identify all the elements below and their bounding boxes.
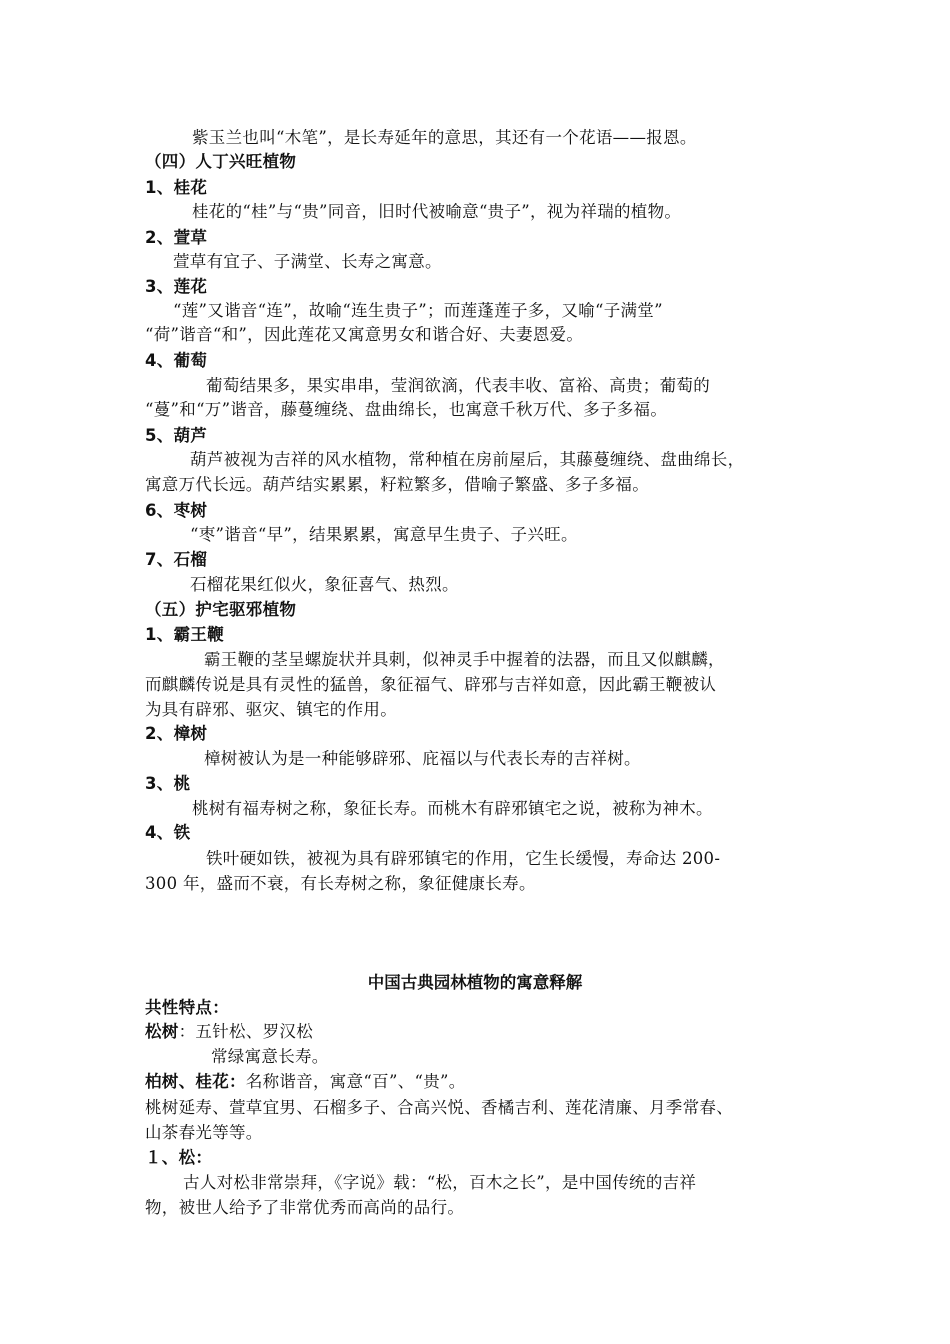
cypress-label: 柏树、桂花： (145, 1072, 246, 1091)
pine-desc: 常绿寓意长寿。 (211, 1047, 329, 1066)
item-text-zaoshu: “枣”谐音“早”，结果累累，寓意早生贵子、子兴旺。 (190, 525, 578, 544)
item-text-shiliu: 石榴花果红似火，象征喜气、热烈。 (190, 575, 459, 594)
sub1-text-2: 物，被世人给予了非常优秀而高尚的品行。 (145, 1198, 465, 1217)
article-title: 中国古典园林植物的寓意释解 (367, 973, 583, 992)
item-title-hulu: 5、葫芦 (145, 426, 208, 445)
common-label: 共性特点： (145, 998, 229, 1017)
cypress-text: 名称谐音，寓意“百”、“贵”。 (245, 1072, 466, 1091)
item-text-tie-1: 铁叶硬如铁，被视为具有辟邪镇宅的作用，它生长缓慢，寿命达 200- (206, 849, 721, 868)
item-text-bawangbian-3: 为具有辟邪、驱灾、镇宅的作用。 (145, 700, 397, 719)
item-title-guihua: 1、桂花 (145, 178, 208, 197)
intro-paragraph: 紫玉兰也叫“木笔”，是长寿延年的意思，其还有一个花语——报恩。 (192, 128, 697, 147)
item-text-lianhua-1: “莲”又谐音“连”，故喻“连生贵子”；而莲蓬莲子多，又喻“子满堂” (173, 301, 663, 320)
item-text-tao: 桃树有福寿树之称，象征长寿。而桃木有辟邪镇宅之说，被称为神木。 (192, 799, 713, 818)
plant-list-1: 桃树延寿、萱草宜男、石榴多子、合高兴悦、香橘吉利、莲花清廉、月季常春、 (145, 1098, 733, 1117)
item-text-zhangshu: 樟树被认为是一种能够辟邪、庇福以与代表长寿的吉祥树。 (204, 749, 641, 768)
pine-line (145, 1020, 313, 1044)
cypress-line (145, 1070, 466, 1094)
sub1-text-1: 古人对松非常崇拜，《字说》载：“松，百木之长”，是中国传统的吉祥 (183, 1173, 697, 1192)
item-title-xuancao: 2、萱草 (145, 228, 208, 247)
item-title-putao: 4、葡萄 (145, 351, 208, 370)
item-title-zaoshu: 6、枣树 (145, 501, 208, 520)
plant-list-2: 山茶春光等等。 (145, 1123, 263, 1142)
sub1-title: １、松： (145, 1148, 213, 1167)
item-title-lianhua: 3、莲花 (145, 277, 208, 296)
pine-label: 松树 (145, 1022, 179, 1041)
item-text-guihua: 桂花的“桂”与“贵”同音，旧时代被喻意“贵子”，视为祥瑞的植物。 (192, 202, 682, 221)
item-text-hulu-2: 寓意万代长远。葫芦结实累累，籽粒繁多，借喻子繁盛、多子多福。 (145, 475, 649, 494)
item-text-tie-2: 300 年，盛而不衰，有长寿树之称，象征健康长寿。 (145, 874, 536, 893)
item-title-bawangbian: 1、霸王鞭 (145, 625, 224, 644)
item-title-tie: 4、铁 (145, 823, 191, 842)
item-text-xuancao: 萱草有宜子、子满堂、长寿之寓意。 (173, 252, 442, 271)
item-title-shiliu: 7、石榴 (145, 550, 208, 569)
item-text-bawangbian-2: 而麒麟传说是具有灵性的猛兽，象征福气、辟邪与吉祥如意，因此霸王鞭被认 (145, 675, 717, 694)
item-text-bawangbian-1: 霸王鞭的茎呈螺旋状并具刺，似神灵手中握着的法器，而且又似麒麟， (204, 650, 725, 669)
item-title-tao: 3、桃 (145, 774, 191, 793)
section4-heading: （四）人丁兴旺植物 (145, 152, 297, 171)
item-title-zhangshu: 2、樟树 (145, 724, 208, 743)
pine-text: ：五针松、罗汉松 (178, 1022, 314, 1041)
item-text-hulu-1: 葫芦被视为吉祥的风水植物，常种植在房前屋后，其藤蔓缠绕、盘曲绵长， (190, 450, 745, 469)
item-text-putao-2: “蔓”和“万”谐音，藤蔓缠绕、盘曲绵长，也寓意千秋万代、多子多福。 (145, 400, 668, 419)
item-text-lianhua-2: “荷”谐音“和”，因此莲花又寓意男女和谐合好、夫妻恩爱。 (145, 325, 584, 344)
item-text-putao-1: 葡萄结果多，果实串串，莹润欲滴，代表丰收、富裕、高贵；葡萄的 (206, 376, 710, 395)
section5-heading: （五）护宅驱邪植物 (145, 600, 297, 619)
